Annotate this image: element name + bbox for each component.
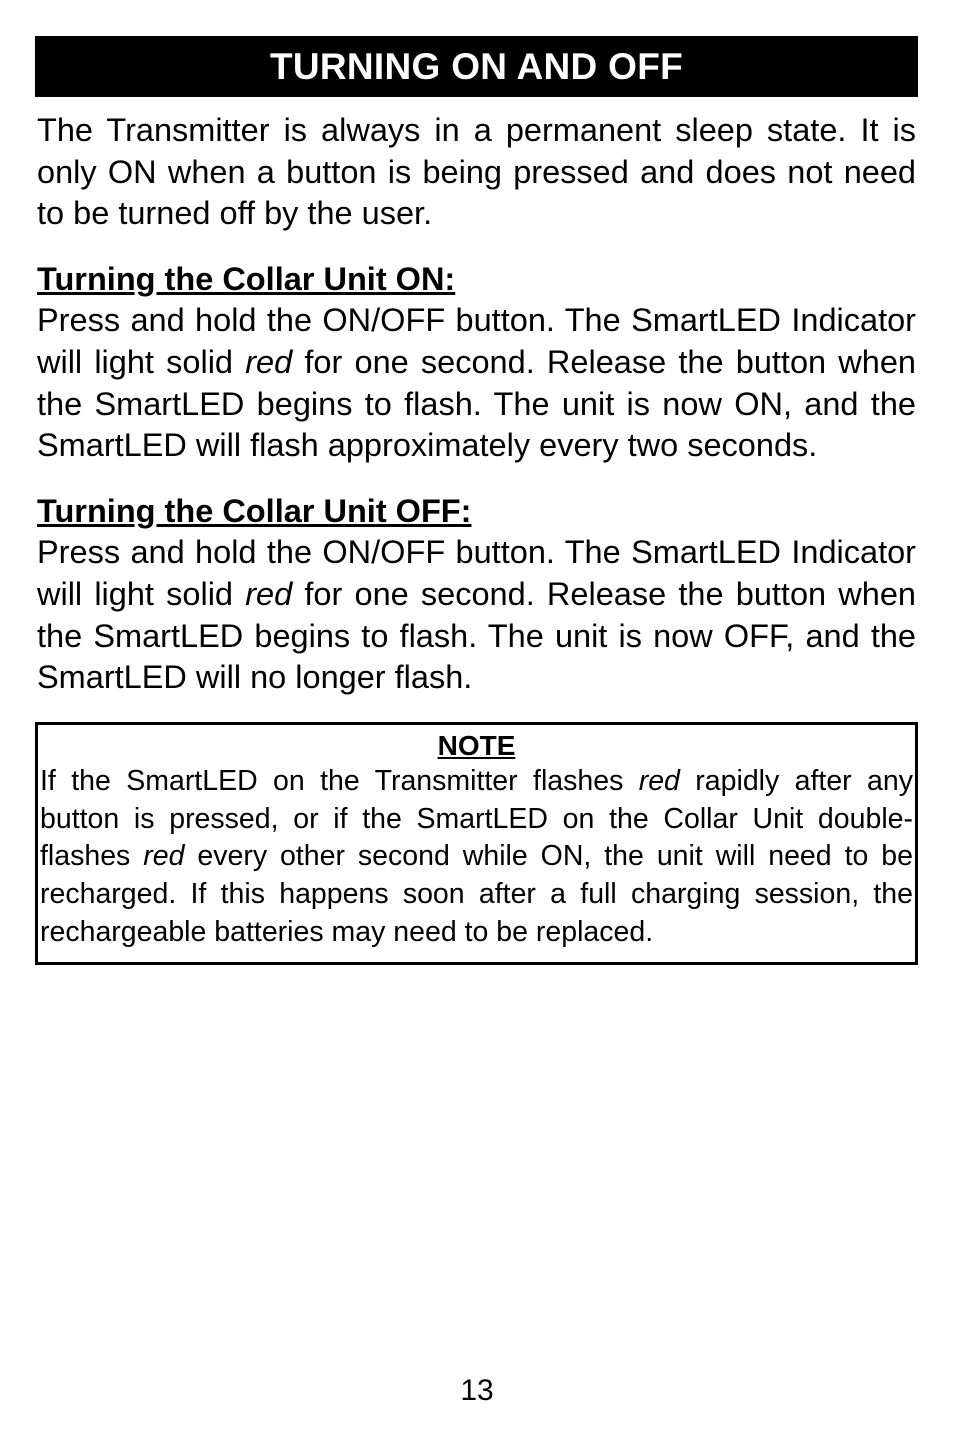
section-title: TURNING ON AND OFF xyxy=(269,45,684,87)
note-text-3: every other second while ON, the unit will need to be recharged. If this happens soon after a full charging session, the rechargeable batteries may need to be replaced. xyxy=(40,840,913,948)
collar-on-paragraph xyxy=(37,300,916,466)
collar-on-text-1: Press and hold the ON/OFF button. The SmartLED Indicator will light solid xyxy=(37,302,916,380)
collar-on-heading: Turning the Collar Unit ON: xyxy=(37,260,456,297)
section-title-bar xyxy=(35,36,918,97)
manual-page xyxy=(35,36,918,965)
intro-paragraph: The Transmitter is always in a permanent sleep state. It is only ON when a button is being pressed and does not need to be turned off by the user. xyxy=(37,112,916,232)
collar-on-emphasis: red xyxy=(245,343,293,380)
collar-off-paragraph xyxy=(37,532,916,698)
note-emphasis-2: red xyxy=(143,840,185,873)
note-text-1: If the SmartLED on the Transmitter flashes xyxy=(40,764,639,797)
note-text xyxy=(40,763,913,952)
collar-off-text-1: Press and hold the ON/OFF button. The SmartLED Indicator will light solid xyxy=(37,534,916,612)
collar-on-text-2: for one second. Release the button when the SmartLED begins to flash. The unit is now ON, and the SmartLED will flash approximately every two seconds. xyxy=(37,343,916,464)
note-emphasis-1: red xyxy=(638,764,680,797)
collar-off-text-2: for one second. Release the button when the SmartLED begins to flash. The unit is now OFF, and the SmartLED will no longer flash. xyxy=(37,575,916,696)
collar-off-heading: Turning the Collar Unit OFF: xyxy=(37,492,472,529)
note-text-2: rapidly after any button is pressed, or if the SmartLED on the Collar Unit double-flashes xyxy=(40,764,913,873)
note-title: NOTE xyxy=(437,729,516,761)
page-number: 13 xyxy=(460,1374,494,1407)
collar-off-emphasis: red xyxy=(245,575,293,612)
note-box xyxy=(35,722,918,965)
